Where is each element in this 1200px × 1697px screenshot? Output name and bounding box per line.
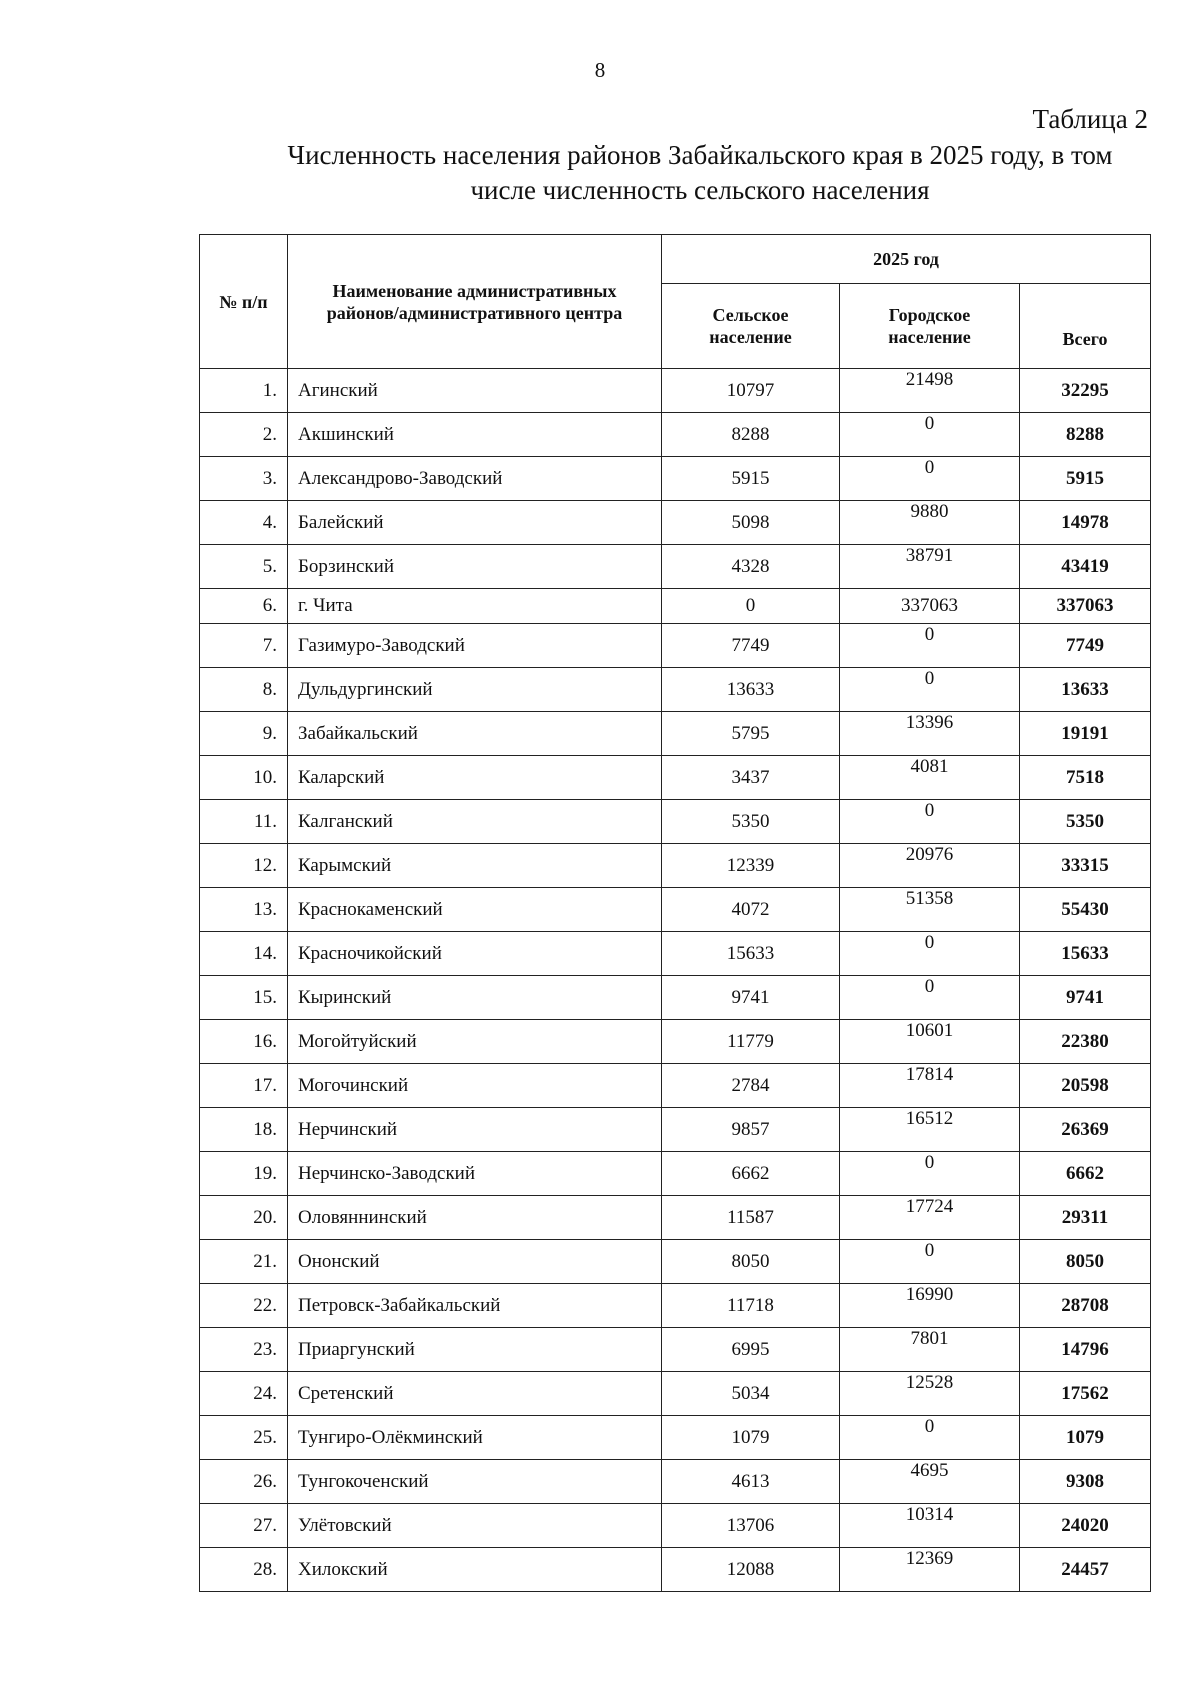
rural-population: 7749 <box>662 624 840 668</box>
document-title <box>250 138 1150 208</box>
urban-population: 51358 <box>840 888 1020 932</box>
rural-population: 2784 <box>662 1064 840 1108</box>
district-name: Каларский <box>288 756 662 800</box>
table-body <box>200 369 1151 1592</box>
table-row <box>200 501 1151 545</box>
row-number: 14. <box>200 932 288 976</box>
total-population: 33315 <box>1020 844 1151 888</box>
urban-population: 12369 <box>840 1548 1020 1592</box>
total-population: 24457 <box>1020 1548 1151 1592</box>
row-number: 7. <box>200 624 288 668</box>
rural-population: 5350 <box>662 800 840 844</box>
rural-population: 12088 <box>662 1548 840 1592</box>
table-label: Таблица 2 <box>1032 104 1148 134</box>
total-population: 15633 <box>1020 932 1151 976</box>
rural-population: 5795 <box>662 712 840 756</box>
district-name: Александрово-Заводский <box>288 457 662 501</box>
total-population: 22380 <box>1020 1020 1151 1064</box>
header-total: Всего <box>1020 284 1151 369</box>
table-row <box>200 1020 1151 1064</box>
table-row <box>200 1416 1151 1460</box>
total-population: 13633 <box>1020 668 1151 712</box>
urban-population: 12528 <box>840 1372 1020 1416</box>
table-row <box>200 1064 1151 1108</box>
table-row <box>200 589 1151 624</box>
urban-population: 0 <box>840 668 1020 712</box>
total-population: 43419 <box>1020 545 1151 589</box>
row-number: 8. <box>200 668 288 712</box>
row-number: 15. <box>200 976 288 1020</box>
rural-population: 11587 <box>662 1196 840 1240</box>
document-title-line-2: числе численность сельского населения <box>470 175 930 205</box>
total-population: 5915 <box>1020 457 1151 501</box>
row-number: 11. <box>200 800 288 844</box>
district-name: Могойтуйский <box>288 1020 662 1064</box>
urban-population: 337063 <box>840 589 1020 624</box>
row-number: 20. <box>200 1196 288 1240</box>
table-row <box>200 1108 1151 1152</box>
urban-population: 0 <box>840 413 1020 457</box>
row-number: 21. <box>200 1240 288 1284</box>
urban-population: 16990 <box>840 1284 1020 1328</box>
row-number: 23. <box>200 1328 288 1372</box>
table-row <box>200 932 1151 976</box>
table-row <box>200 756 1151 800</box>
district-name: Агинский <box>288 369 662 413</box>
rural-population: 4072 <box>662 888 840 932</box>
row-number: 2. <box>200 413 288 457</box>
urban-population: 17814 <box>840 1064 1020 1108</box>
urban-population: 4695 <box>840 1460 1020 1504</box>
rural-population: 5098 <box>662 501 840 545</box>
total-population: 8050 <box>1020 1240 1151 1284</box>
district-name: Борзинский <box>288 545 662 589</box>
total-population: 7518 <box>1020 756 1151 800</box>
row-number: 16. <box>200 1020 288 1064</box>
rural-population: 11718 <box>662 1284 840 1328</box>
page-number: 8 <box>594 58 606 82</box>
urban-population: 0 <box>840 800 1020 844</box>
row-number: 5. <box>200 545 288 589</box>
row-number: 12. <box>200 844 288 888</box>
row-number: 1. <box>200 369 288 413</box>
district-name: Тунгиро-Олёкминский <box>288 1416 662 1460</box>
row-number: 9. <box>200 712 288 756</box>
row-number: 13. <box>200 888 288 932</box>
district-name: Забайкальский <box>288 712 662 756</box>
population-table <box>199 234 1151 1592</box>
district-name: Балейский <box>288 501 662 545</box>
district-name: Тунгокоченский <box>288 1460 662 1504</box>
total-population: 24020 <box>1020 1504 1151 1548</box>
district-name: Оловяннинский <box>288 1196 662 1240</box>
table-row <box>200 624 1151 668</box>
total-population: 337063 <box>1020 589 1151 624</box>
table-row <box>200 800 1151 844</box>
table-row <box>200 668 1151 712</box>
rural-population: 9741 <box>662 976 840 1020</box>
table-row <box>200 413 1151 457</box>
district-name: Краснокаменский <box>288 888 662 932</box>
table-row <box>200 1196 1151 1240</box>
total-population: 9741 <box>1020 976 1151 1020</box>
table-row <box>200 712 1151 756</box>
table-header <box>200 235 1151 369</box>
rural-population: 1079 <box>662 1416 840 1460</box>
row-number: 28. <box>200 1548 288 1592</box>
district-name: Красночикойский <box>288 932 662 976</box>
row-number: 17. <box>200 1064 288 1108</box>
header-rural: Сельское население <box>662 284 840 369</box>
row-number: 6. <box>200 589 288 624</box>
district-name: Сретенский <box>288 1372 662 1416</box>
document-title-line-1: Численность населения районов Забайкальского края в 2025 году, в том <box>287 140 1113 170</box>
rural-population: 8288 <box>662 413 840 457</box>
district-name: Кыринский <box>288 976 662 1020</box>
total-population: 14978 <box>1020 501 1151 545</box>
table-row <box>200 1240 1151 1284</box>
table-row <box>200 1284 1151 1328</box>
row-number: 26. <box>200 1460 288 1504</box>
rural-population: 13706 <box>662 1504 840 1548</box>
district-name: Карымский <box>288 844 662 888</box>
total-population: 1079 <box>1020 1416 1151 1460</box>
district-name: Петровск-Забайкальский <box>288 1284 662 1328</box>
rural-population: 5915 <box>662 457 840 501</box>
urban-population: 16512 <box>840 1108 1020 1152</box>
urban-population: 10601 <box>840 1020 1020 1064</box>
urban-population: 13396 <box>840 712 1020 756</box>
district-name: Хилокский <box>288 1548 662 1592</box>
row-number: 25. <box>200 1416 288 1460</box>
district-name: Нерчинско-Заводский <box>288 1152 662 1196</box>
table-row <box>200 844 1151 888</box>
urban-population: 21498 <box>840 369 1020 413</box>
total-population: 9308 <box>1020 1460 1151 1504</box>
rural-population: 5034 <box>662 1372 840 1416</box>
district-name: Ононский <box>288 1240 662 1284</box>
total-population: 20598 <box>1020 1064 1151 1108</box>
urban-population: 4081 <box>840 756 1020 800</box>
rural-population: 15633 <box>662 932 840 976</box>
table-row <box>200 369 1151 413</box>
total-population: 5350 <box>1020 800 1151 844</box>
total-population: 32295 <box>1020 369 1151 413</box>
row-number: 27. <box>200 1504 288 1548</box>
table-row <box>200 976 1151 1020</box>
rural-population: 13633 <box>662 668 840 712</box>
table-row <box>200 545 1151 589</box>
total-population: 28708 <box>1020 1284 1151 1328</box>
rural-population: 6662 <box>662 1152 840 1196</box>
table-row <box>200 1372 1151 1416</box>
row-number: 3. <box>200 457 288 501</box>
district-name: Калганский <box>288 800 662 844</box>
total-population: 6662 <box>1020 1152 1151 1196</box>
table-row <box>200 457 1151 501</box>
rural-population: 11779 <box>662 1020 840 1064</box>
table-row <box>200 1504 1151 1548</box>
rural-population: 10797 <box>662 369 840 413</box>
row-number: 10. <box>200 756 288 800</box>
rural-population: 12339 <box>662 844 840 888</box>
district-name: Дульдургинский <box>288 668 662 712</box>
header-urban: Городское население <box>840 284 1020 369</box>
table-row <box>200 1328 1151 1372</box>
urban-population: 0 <box>840 1416 1020 1460</box>
district-name: Улётовский <box>288 1504 662 1548</box>
table-row <box>200 1548 1151 1592</box>
urban-population: 7801 <box>840 1328 1020 1372</box>
rural-population: 4613 <box>662 1460 840 1504</box>
rural-population: 9857 <box>662 1108 840 1152</box>
urban-population: 9880 <box>840 501 1020 545</box>
total-population: 55430 <box>1020 888 1151 932</box>
row-number: 18. <box>200 1108 288 1152</box>
total-population: 7749 <box>1020 624 1151 668</box>
district-name: Газимуро-Заводский <box>288 624 662 668</box>
row-number: 19. <box>200 1152 288 1196</box>
urban-population: 0 <box>840 457 1020 501</box>
district-name: г. Чита <box>288 589 662 624</box>
urban-population: 0 <box>840 932 1020 976</box>
row-number: 4. <box>200 501 288 545</box>
table-row <box>200 888 1151 932</box>
total-population: 19191 <box>1020 712 1151 756</box>
district-name: Приаргунский <box>288 1328 662 1372</box>
rural-population: 8050 <box>662 1240 840 1284</box>
rural-population: 6995 <box>662 1328 840 1372</box>
total-population: 29311 <box>1020 1196 1151 1240</box>
row-number: 24. <box>200 1372 288 1416</box>
urban-population: 10314 <box>840 1504 1020 1548</box>
district-name: Могочинский <box>288 1064 662 1108</box>
urban-population: 38791 <box>840 545 1020 589</box>
total-population: 14796 <box>1020 1328 1151 1372</box>
header-name: Наименование административных районов/административного центра <box>288 235 662 369</box>
urban-population: 0 <box>840 976 1020 1020</box>
total-population: 26369 <box>1020 1108 1151 1152</box>
urban-population: 0 <box>840 1240 1020 1284</box>
total-population: 17562 <box>1020 1372 1151 1416</box>
district-name: Акшинский <box>288 413 662 457</box>
rural-population: 4328 <box>662 545 840 589</box>
urban-population: 20976 <box>840 844 1020 888</box>
urban-population: 0 <box>840 624 1020 668</box>
row-number: 22. <box>200 1284 288 1328</box>
rural-population: 0 <box>662 589 840 624</box>
district-name: Нерчинский <box>288 1108 662 1152</box>
table-row <box>200 1152 1151 1196</box>
table-row <box>200 1460 1151 1504</box>
urban-population: 17724 <box>840 1196 1020 1240</box>
header-year: 2025 год <box>662 235 1151 284</box>
urban-population: 0 <box>840 1152 1020 1196</box>
total-population: 8288 <box>1020 413 1151 457</box>
header-num: № п/п <box>200 235 288 369</box>
rural-population: 3437 <box>662 756 840 800</box>
